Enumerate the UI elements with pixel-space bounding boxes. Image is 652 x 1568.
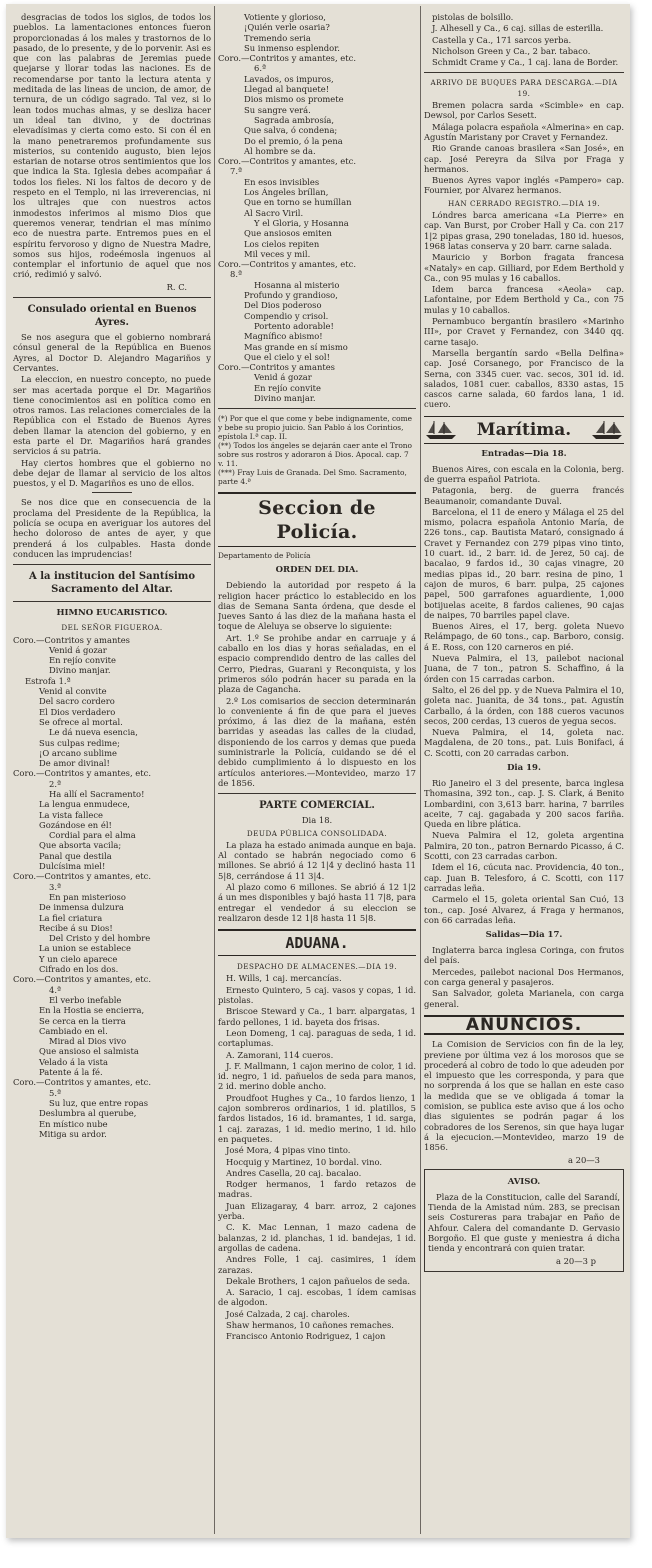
verse-line: Patente á la fé. <box>39 1067 103 1078</box>
verse-line: Ha allí el Sacramento! <box>49 789 145 799</box>
verse-line: Dios mismo os promete <box>244 94 344 105</box>
verse-line: Y el Gloria, y Hosanna <box>254 217 349 228</box>
verse-line: Al hombre se da. <box>244 145 316 156</box>
himno-verses-continued <box>218 12 416 403</box>
aduana-item: pistolas de bolsillo. <box>432 12 514 22</box>
verse-line: Gozándose en él! <box>39 819 112 830</box>
consulado-paragraph: Hay ciertos hombres que el gobierno no debe dejar de llamar al servicio de los altos puestos, y el D. Magariños es uno de ellos. <box>13 457 211 489</box>
verse-line: Recibe á su Dios! <box>39 922 113 933</box>
aduana-item: Andres Casella, 20 caj. bacalao. <box>226 1167 362 1178</box>
aduana-item: Leon Domeng, 1 caj. paraguas de seda, 1 id. cortaplumas. <box>218 1027 416 1049</box>
verse-line: En rejío convite <box>254 382 321 393</box>
aduana-item: J. Alhesell y Ca., 6 caj. sillas de esterilla. <box>432 23 604 34</box>
verse-line: Divino manjar. <box>49 665 111 676</box>
verse-line: Que ansiosos emiten <box>244 228 332 239</box>
verse-line: La union se establece <box>39 943 131 954</box>
verse-line: Coro.—Contritos y amantes <box>218 362 335 373</box>
verse-line: El Dios verdadero <box>39 706 116 717</box>
arrivo-list <box>424 100 624 196</box>
verse-line: Coro.—Contritos y amantes, etc. <box>218 53 356 64</box>
aduana-item: H. Wills, 1 caj. mercancías. <box>226 973 342 984</box>
himno-title: HIMNO EUCARISTICO. <box>56 608 168 619</box>
verse-line: Velado á la vista <box>39 1056 109 1067</box>
verse-line: ¡O arcano sublime <box>39 747 117 758</box>
verse-line: La lengua enmudece, <box>39 799 130 810</box>
verse-line: Mitiga su ardor. <box>39 1128 107 1139</box>
verse-line: 2.ª <box>49 778 61 789</box>
anuncio-ref: a 20—3 <box>567 1154 600 1165</box>
aduana-item: A. Saracio, 1 caj. escobas, 1 ídem camisas de algodon. <box>218 1287 416 1308</box>
consulado-paragraph: La eleccion, en nuestro concepto, no puede ser mas acertada porque el Dr. Magariños tiene conocimientos asi en política como en otros ramos. Las relaciones comerciales de la República con el Estado de Buenos Ayres deben llamar la atencion del gobierno, y en esta parte el Dr. Magariños hará grandes servicios á su patria. <box>13 374 211 457</box>
footnote: (***) Fray Luis de Granada. Del Smo. Sacramento, parte 4.ª <box>218 468 407 487</box>
verse-line: Divino manjar. <box>254 392 316 403</box>
verse-line: 6.ª <box>254 63 266 74</box>
verse-line: Que salva, ó condena; <box>244 125 338 136</box>
verse-line: Se ofrece al mortal. <box>39 716 123 727</box>
verse-line: Al Sacro Viril. <box>244 207 304 218</box>
column-rule-2 <box>420 6 421 1534</box>
verse-line: Mil veces y mil. <box>244 248 311 259</box>
cargado-title: HAN CERRADO REGISTRO.—DIA 19. <box>447 198 601 208</box>
verse-line: Coro.—Contritos y amantes <box>13 634 130 645</box>
arrivo-item: Bremen polacra sarda «Scimble» en cap. Dewsol, por Carlos Sesett. <box>424 100 624 121</box>
verse-line: La fiel criatura <box>39 912 103 923</box>
cargado-item: Mauricio y Borbon fragata francesa «Nataly» en cap. Gilliard, por Edem Berthold y Ca., con 95 mulas y 16 caballos. <box>424 252 624 283</box>
entradas-title: Entradas—Dia 18. <box>481 448 567 459</box>
verse-line: Coro.—Contritos y amantes, etc. <box>13 1077 151 1088</box>
verse-line: Coro.—Contritos y amantes, etc. <box>218 156 356 167</box>
anuncio-text: La Comision de Servicios con fin de la ley, previene por última vez á los morosos que se procederá al cobro de todo lo que adeuden por el impuesto que les corresponda, y para que no sorprenda á los que se hallan en este caso la medida que se ve obligada á tomar la comision, se publica este aviso que á los ocho dias siguientes se podrán pagar á los cobradores de los Serenos, sin que haya lugar á la ejecucion.—Montevideo, marzo 19 de 1856. <box>424 1039 624 1153</box>
entrada-item: Buenos Aires, el 17, berg. goleta Nuevo Relámpago, de 60 tons., cap. Barboro, consig. á E. Ross, con 120 carneros en pié. <box>424 621 624 652</box>
footnote: (*) Por que el que come y bebe indignamente, come y bebe su propio juicio. San Pablo á los Corintios, epístola I.ª cap. II. <box>218 414 413 442</box>
deuda-title: DEUDA PÚBLICA CONSOLIDADA. <box>246 828 388 838</box>
verse-line: Se cerca en la tierra <box>39 1015 126 1026</box>
verse-line: El verbo inefable <box>49 994 122 1005</box>
aduana-item: J. F. Mallmann, 1 cajon merino de color, 1 id. id. negro, 1 id. pañuelos de seda para manos, 2 id. merino doble ancho. <box>218 1060 416 1092</box>
arrivo-item: Málaga polacra española «Almerina» en cap. Agustín Maristany por Cravet y Fernandez. <box>424 121 624 142</box>
verse-line: Y un cielo aparece <box>39 953 118 964</box>
verse-line: ¡Quién verle osaria? <box>244 22 330 33</box>
dia19-title: Dia 19. <box>507 763 541 773</box>
entrada-item: Buenos Aires, con escala en la Colonia, berg. de guerra español Patriota. <box>424 463 624 484</box>
verse-line: Tremendo seria <box>244 32 311 43</box>
column-1 <box>13 12 211 1532</box>
column-2 <box>218 12 416 1532</box>
verse-line: 4.ª <box>49 984 61 995</box>
verse-line: Sagrada ambrosía, <box>254 114 335 125</box>
dia19-list <box>424 778 624 925</box>
aduana-item: Ernesto Quintero, 5 caj. vasos y copas, 1 id. pistolas. <box>218 984 416 1006</box>
verse-line: Coro.—Contritos y amantes, etc. <box>13 974 151 985</box>
verse-line: Cambiado en el. <box>39 1025 108 1036</box>
verse-line: Los Ángeles bríllan, <box>244 187 329 198</box>
verse-line: En rejío convite <box>49 655 116 666</box>
verse-line: La vista fallece <box>39 809 103 820</box>
verse-line: Mas grande en sí mismo <box>244 341 348 352</box>
verse-line: Su luz, que entre ropas <box>49 1097 149 1108</box>
verse-line: Hosanna al misterio <box>254 279 340 290</box>
orden-paragraph: 2.º Los comisarios de seccion determinarán lo conveniente á fin de que para el jueves próximo, á las diez de la mañana, estén barridas y aseadas las calles de la ciudad, disponiendo de los carros y demas que pueda suministrarle la Policía, cuidando se dé el debido cumplimiento á lo dispuesto en los artículos anteriores.—Montevideo, marzo 17 de 1856. <box>218 695 416 788</box>
cargado-list <box>424 210 624 410</box>
verse-line: En esos invisibles <box>244 176 320 187</box>
divider <box>424 72 624 73</box>
aduana-item: Proudfoot Hughes y Ca., 10 fardos lienzo, 1 cajon sombreros ordinarios, 1 id. platillos, 5 fardos listados, 16 id. bramantes, 1 id. sarga, 1 caj. zarazas, 1 id. medio merino, 1 id. hilo en paquetes. <box>218 1092 416 1144</box>
cargado-item: Marsella bergantín sardo «Bella Delfina» cap. José Corsanego, por Francisco de la Serna, con 3345 cuer. vac. secos, 301 id. id. salados, 1081 cuer. caballos, 8330 astas, 15 cascos carne salada, 60 fardos lana, 1 id. cuero. <box>424 347 624 410</box>
verse-line: Que absorta vacila; <box>39 840 122 851</box>
verse-line: Venid á gozar <box>254 372 312 383</box>
verse-line: 7.ª <box>230 166 242 177</box>
aduana-list <box>218 973 416 1341</box>
aduana-title: ADUANA. <box>218 929 416 956</box>
aviso-text: Plaza de la Constitucion, calle del Sarandí, Tienda de la Amistad núm. 283, se precisan seis Costureras para trabajar en Paño de Ahfour. Calera del comandante D. Gervasio Borgoño. El que guste y meniestra á dicha tienda y encontrará con quien tratar. <box>428 1191 620 1254</box>
divider <box>218 793 416 794</box>
aduana-item: Briscoe Steward y Ca., 1 barr. alpargatas, 1 fardo pellones, 1 id. bayeta dos frisas. <box>218 1006 416 1027</box>
verse-line: Venid al convite <box>39 686 107 697</box>
verse-line: Cordial para el alma <box>49 830 136 841</box>
comercial-date: Dia 18. <box>301 815 333 826</box>
maritima-title: Marítima. <box>476 419 572 440</box>
verse-line: Cifrado en los dos. <box>39 964 119 975</box>
salida-item: Mercedes, pailebot nacional Dos Hermanos, con carga general y pasajeros. <box>424 966 624 988</box>
anuncios-title: ANUNCIOS. <box>424 1015 624 1035</box>
verse-line: Coro.—Contritos y amantes, etc. <box>13 768 151 779</box>
verse-line: En místico nube <box>39 1118 108 1129</box>
verse-line: Coro.—Contritos y amantes, etc. <box>218 259 356 270</box>
intro-paragraph: desgracias de todos los siglos, de todos los pueblos. La lamentaciones entonces fueron proporcionadas á los males y trastornos de lo pasado, de lo presente, y de lo porvenir. Asi es que con las palabras de Jeremias puede quejarse y llorar todas las naciones. Es de recomendarse por tanto la lectura atenta y meditada de las lineas de uncion, de amor, de ternura, de un código sagrado. Tal vez, si lo lean todos muchas almas, y se desliza hacer un ideal tan divino, y de doctrinas elevadísimas y cierta como esto. Si con él en la mano penetraremos profundamente sus misterios, su contenido augusto, bien lejos estarian de notarse otros sentimientos que los que indica la Sta. Iglesia debes acompañar á todos los fieles. Ni los faltos de decoro y de respeto en el Templo, ni las irreverencias, ni los ultrajes que con nuestros actos inmodestos inferimos al mismo Dios que queremos venerar, tendrian el mas mínimo eco de nuestra parte. Entremos pues en el espíritu fervoroso y digno de Nuestra Madre, somos sus hijos, rodeémosla ingenuos al contemplar el infortunio de aquel que nos crió, redimió y salvó. <box>13 12 211 280</box>
aduana-item: Francisco Antonio Rodriguez, 1 cajon <box>226 1331 386 1342</box>
verse-line: 3.ª <box>49 881 61 892</box>
verse-line: Del Dios poderoso <box>244 300 322 311</box>
entradas-list <box>424 464 624 758</box>
verse-line: En pan misterioso <box>49 891 126 902</box>
footnote: (**) Todos los ángeles se dejarán caer ante el Trono sobre sus rostros y adoraron á Dios. Apocal. cap. 7 v. 11. <box>218 441 412 469</box>
aduana-subtitle: DESPACHO DE ALMACENES.—DIA 19. <box>237 962 397 972</box>
verse-line: 5.ª <box>49 1087 61 1098</box>
comercial-paragraph: Al plazo como 6 millones. Se abrió á 12 1|2 á un mes disponibles y bajó hasta 11 7|8, para entregar el vendedor á su eleccion se realizaron desde 12 1|8 hasta 11 5|8. <box>218 882 416 923</box>
himno-heading: A la institucion del Santísimo Sacramento del Altar. <box>28 571 196 596</box>
aduana-item: Castella y Ca., 171 sarcos yerba. <box>432 34 572 45</box>
cargado-item: Pernambuco bergantín brasilero «Marinho III», por Cravet y Fernandez, con 3440 qq. carne tasajo. <box>424 316 624 347</box>
aduana-item: Schmidt Crame y Ca., 1 caj. lana de Border. <box>432 57 619 68</box>
verse-line: Coro.—Contritos y amantes, etc. <box>13 871 151 882</box>
verse-line: Estrofa 1.ª <box>25 675 71 686</box>
salida-item: Inglaterra barca inglesa Coringa, con frutos del país. <box>424 945 624 966</box>
consulado-paragraph: Se nos asegura que el gobierno nombrará cónsul general de la República en Buenos Ayres, al Doctor D. Alejandro Magariños y Cervantes. <box>13 332 211 373</box>
verse-line: Lavados, os impuros, <box>244 73 334 84</box>
divider <box>218 408 416 409</box>
arrivo-title: ARRIVO DE BUQUES PARA DESCARGA.—DIA 19. <box>430 78 618 98</box>
aduana-list-continued <box>424 12 624 67</box>
aduana-item: Dekale Brothers, 1 cajon pañuelos de seda. <box>226 1275 410 1286</box>
maritima-banner <box>424 416 624 444</box>
column-3 <box>424 12 624 1532</box>
verse-line: Su inmenso esplendor. <box>244 42 340 53</box>
verse-line: Mirad al Dios vivo <box>49 1036 127 1047</box>
verse-line: Profundo y grandioso, <box>244 290 338 301</box>
divider <box>13 601 211 602</box>
verse-line: Do el premio, ó la pena <box>244 135 343 146</box>
aduana-item: Andres Folle, 1 caj. casimires, 1 ídem zarazas. <box>218 1254 416 1275</box>
divider <box>13 297 211 298</box>
ship-icon <box>590 419 624 441</box>
entrada-item: Rio Janeiro el 3 del presente, barca inglesa Thomasina, 392 ton., cap. J. S. Clark, á Benito Lombardini, con 3,613 barr. harina, 7 barriles aceite, 7 caj. gagabada y 200 sacos fariña. Queda en libre plática. <box>424 778 624 830</box>
ship-icon <box>424 419 458 441</box>
comercial-paragraph: La plaza ha estado animada aunque en baja. Al contado se habrán negociado como 6 millones. Se abrió á 12 1|4 y declinó hasta 11 5|8, cerrándose á 11 3|4. <box>218 839 416 881</box>
verse-line: Panal que destila <box>39 850 112 861</box>
comercial-title: PARTE COMERCIAL. <box>259 800 375 812</box>
verse-line: Votiente y glorioso, <box>244 12 326 22</box>
aduana-item: Shaw hermanos, 10 cañones remaches. <box>226 1319 394 1330</box>
verse-line: De amor divinal! <box>39 758 110 769</box>
aduana-item: Nicholson Green y Ca., 2 bar. tabaco. <box>432 45 591 56</box>
aduana-item: José Calzada, 2 caj. charoles. <box>226 1308 350 1319</box>
orden-paragraph: Art. 1.º Se prohibe andar en carruaje y á caballo en los dias y horas señaladas, en el espacio comprendido dentro de las calles del Cerro, Piedras, Guarani y Reconquista, y los primeros sólo podrán hacer su parada en la plaza de Cagancha. <box>218 632 416 695</box>
aduana-item: Juan Elizagaray, 4 barr. arroz, 2 cajones yerba. <box>218 1200 416 1222</box>
verse-line: 8.ª <box>230 269 242 280</box>
entrada-item: Carmelo el 15, goleta oriental San Cuó, 13 ton., cap. José Alvarez, á Fraga y hermanos, con 66 carradas leña. <box>424 894 624 925</box>
arrivo-item: Buenos Ayres vapor inglés «Pampero» cap. Fournier, por Alvarez hermanos. <box>424 175 624 196</box>
entrada-item: Idem el 16, cúcuta nac. Providencia, 40 ton., cap. Juan B. Telesforo, á C. Scotti, con 117 carradas leña. <box>424 862 624 893</box>
aduana-item: José Mora, 4 pipas vino tinto. <box>226 1145 351 1156</box>
policia-department: Departamento de Policía <box>218 551 311 561</box>
verse-line: Sus culpas redime; <box>39 737 120 748</box>
aduana-item: Rodger hermanos, 1 fardo retazos de madras. <box>218 1179 416 1200</box>
verse-line: Dulcísima miel! <box>39 861 106 872</box>
newspaper-page <box>6 4 630 1538</box>
verse-line: Venid á gozar <box>49 644 107 655</box>
aduana-item: Hocquig y Martinez, 10 bordal. vino. <box>226 1156 383 1167</box>
orden-paragraph: Debiendo la autoridad por respeto á la religion hacer práctico lo establecido en los dias de Semana Santa órdena, que desde el Jueves Santo á las diez de la mañana hasta el toque de Aleluya se observe lo siguiente: <box>218 580 416 632</box>
salidas-list <box>424 945 624 1009</box>
entrada-item: Barcelona, el 11 de enero y Málaga el 25 del mismo, polacra española Antonio María, de 226 tons., cap. Bautista Mataró, consignado á Cravet y Fernandez con 279 pipas vino tinto, 10 cuart. id., 2 barr. id. de Jerez, 50 caj. de bacalao, 9 fardos id., 30 cajas vinagre, 20 medias pipas id., 20 barr. resina de pino, 1 cajon de muros, 6 barr. pulpa, 25 cajones papel, 500 garrafones aguardiente, 1,000 botijuelas aceite, 8 fardos calienes, 90 cajas de naipes, 70 barriles papel clave. <box>424 506 624 620</box>
verse-line: En la Hostia se encierra, <box>39 1005 145 1016</box>
verse-line: Que el cielo y el sol! <box>244 351 330 362</box>
cargado-item: Lóndres barca americana «La Pierre» en cap. Van Burst, por Crober Hall y Ca. con 217 1|2 pipas grasa, 290 toneladas, 180 id. huesos, 1968 latas conserva y 20 barr. carne salada. <box>424 210 624 251</box>
divider <box>13 564 211 565</box>
verse-line: Su sangre verá. <box>244 104 311 115</box>
verse-line: Portento adorable! <box>254 320 334 331</box>
arrivo-item: Rio Grande canoas brasilera «San José», en cap. José Pereyra da Silva por Fraga y hermanos. <box>424 143 624 174</box>
himno-verses <box>13 635 211 1140</box>
entrada-item: Salto, el 26 del pp. y de Nueva Palmira el 10, goleta nac. Juanita, de 34 tons., pat. Agustín Carballo, á la órden, con 188 cueros vacunos secos, 200 cerdas, 13 cueros de yegua secos. <box>424 684 624 726</box>
entrada-item: Patagonia, berg. de guerra francés Beaumanoir, comandante Duval. <box>424 485 624 506</box>
verse-line: Magnífico abismo! <box>244 331 323 342</box>
policia-section-title: Seccion de Policía. <box>218 492 416 547</box>
verse-line: Que ansioso el salmista <box>39 1046 139 1057</box>
verse-line: Llegad al banquete! <box>244 84 330 95</box>
verse-line: Del sacro cordero <box>39 696 115 707</box>
himno-author: DEL SEÑOR FIGUEROA. <box>61 623 163 633</box>
verse-line: Deslumbra al querube, <box>39 1108 137 1119</box>
entrada-item: Nueva Palmira, el 13, pailebot nacional Juana, de 7 ton., patron S. Schaffino, á la órden con 15 carradas carbon. <box>424 653 624 684</box>
verse-line: Los cielos repiten <box>244 238 320 249</box>
orden-title: ORDEN DEL DIA. <box>275 565 359 576</box>
aviso-ref: a 20—3 p <box>555 1255 596 1266</box>
cargado-item: Idem barca francesa «Aeola» cap. Lafontaine, por Edem Berthold y Ca., con 75 mulas y 10 caballos. <box>424 284 624 315</box>
aviso-box <box>424 1169 624 1272</box>
salida-item: San Salvador, goleta Marianela, con carga general. <box>424 988 624 1009</box>
entrada-item: Nueva Palmira, el 14, goleta nac. Magdalena, de 20 tons., pat. Luis Bonifaci, á C. Scotti, con 20 carradas carbon. <box>424 727 624 758</box>
entrada-item: Nueva Palmira el 12, goleta argentina Palmira, 20 ton., patron Bernardo Picasso, á C. Scotti, con 23 carradas carbon. <box>424 830 624 862</box>
divider <box>92 492 132 493</box>
aduana-item: A. Zamorani, 114 cueros. <box>226 1049 334 1060</box>
aviso-title: AVISO. <box>507 1176 541 1187</box>
policia-note: Se nos dice que en consecuencia de la proclama del Presidente de la República, la policía se ocupa en averiguar los autores del hecho doloroso de antes de ayer, y que prenderá á los culpables. Hasta donde conducen las imprudencias! <box>13 497 211 559</box>
aduana-item: C. K. Mac Lennan, 1 mazo cadena de balanzas, 2 id. planchas, 1 id. bandejas, 1 id. argollas de cadena. <box>218 1222 416 1253</box>
intro-signature: R. C. <box>166 281 187 292</box>
column-rule-1 <box>214 6 215 1534</box>
consulado-heading: Consulado oriental en Buenos Ayres. <box>27 304 197 329</box>
salidas-title: Salidas—Dia 17. <box>485 930 563 941</box>
verse-line: Compendio y crisol. <box>244 310 329 321</box>
verse-line: Del Cristo y del hombre <box>49 933 151 944</box>
verse-line: Le dá nueva esencia, <box>49 727 138 738</box>
verse-line: De inmensa dulzura <box>39 902 124 913</box>
verse-line: Que en torno se humíllan <box>244 197 352 208</box>
